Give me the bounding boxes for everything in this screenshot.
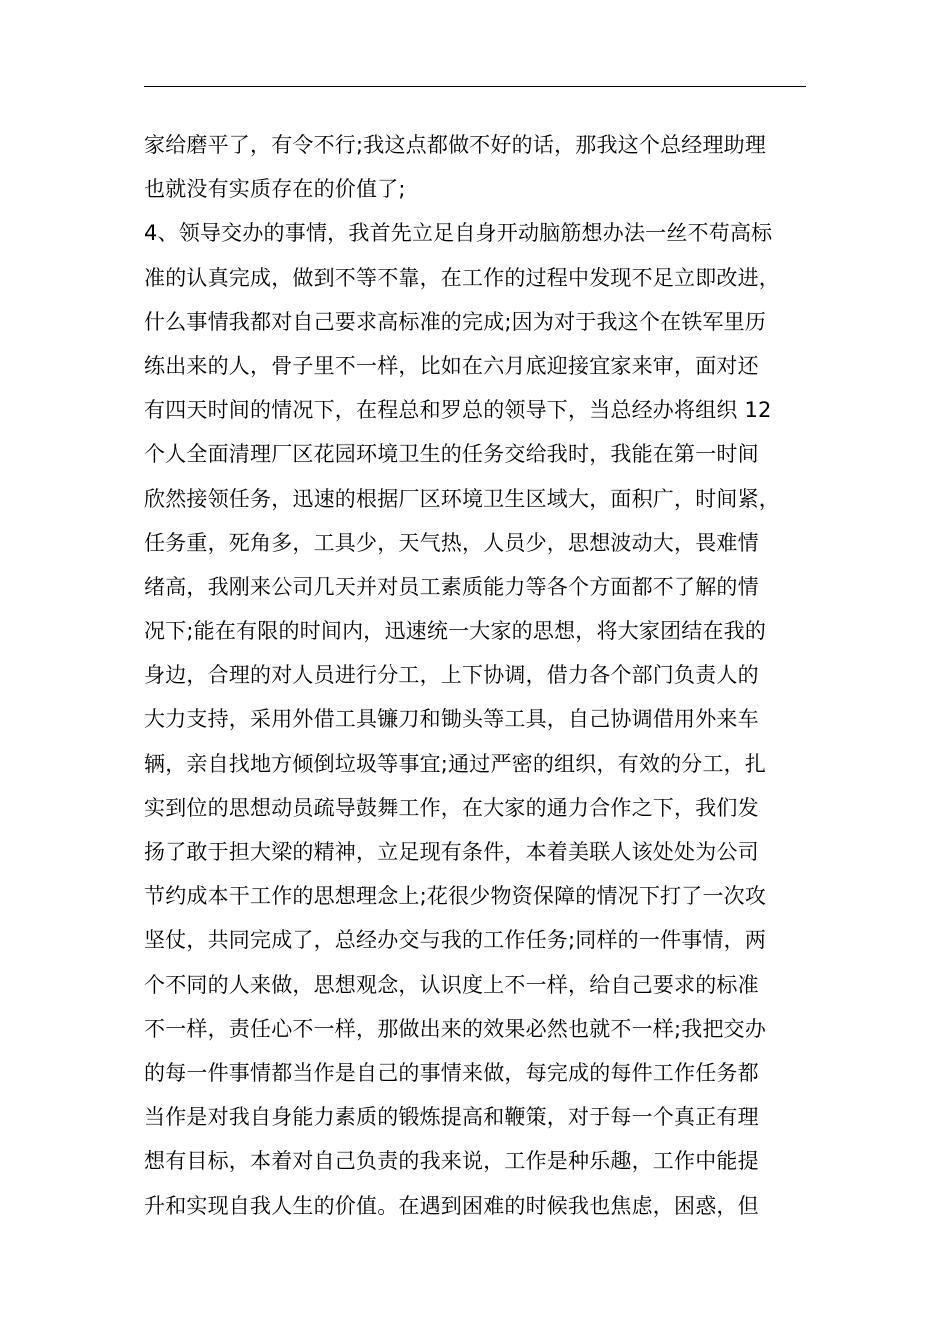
header-rule xyxy=(144,86,806,87)
text-line: 身边，合理的对人员进行分工，上下协调，借力各个部门负责人的 xyxy=(144,663,759,688)
text-line: 练出来的人，骨子里不一样，比如在六月底迎接宜家来审，面对还 xyxy=(144,353,759,378)
text-line: 任务重，死角多，工具少，天气热，人员少，思想波动大，畏难情 xyxy=(144,530,759,555)
text-line: 坚仗，共同完成了，总经办交与我的工作任务;同样的一件事情，两 xyxy=(144,928,767,953)
text-line: 个人全面清理厂区花园环境卫生的任务交给我时，我能在第一时间 xyxy=(144,442,759,467)
text-line: 节约成本干工作的思想理念上;花很少物资保障的情况下打了一次攻 xyxy=(144,884,767,909)
text-line: 辆，亲自找地方倾倒垃圾等事宜;通过严密的组织，有效的分工，扎 xyxy=(144,751,767,776)
text-line: 况下;能在有限的时间内，迅速统一大家的思想，将大家团结在我的 xyxy=(144,619,767,644)
text-line: 家给磨平了，有令不行;我这点都做不好的话，那我这个总经理助理 xyxy=(144,133,767,157)
text-line: 想有目标，本着对自己负责的我来说，工作是种乐趣，工作中能提 xyxy=(144,1149,759,1174)
text-line: 当作是对我自身能力素质的锻炼提高和鞭策，对于每一个真正有理 xyxy=(144,1105,759,1130)
text-line: 个不同的人来做，思想观念，认识度上不一样，给自己要求的标准 xyxy=(144,972,759,997)
text-line: 大力支持，采用外借工具镰刀和锄头等工具，自己协调借用外来车 xyxy=(144,707,759,732)
text-line: 有四天时间的情况下，在程总和罗总的领导下，当总经办将组织 12 xyxy=(144,398,772,423)
text-line: 4、领导交办的事情，我首先立足自身开动脑筋想办法一丝不苟高标 xyxy=(144,221,773,246)
text-line: 也就没有实质存在的价值了; xyxy=(144,177,406,202)
text-line: 绪高，我刚来公司几天并对员工素质能力等各个方面都不了解的情 xyxy=(144,574,759,599)
text-line: 欣然接领任务，迅速的根据厂区环境卫生区域大，面积广，时间紧， xyxy=(144,486,780,511)
text-line: 升和实现自我人生的价值。在遇到困难的时候我也焦虑，困惑，但 xyxy=(144,1193,759,1218)
body-text xyxy=(144,123,824,1228)
text-line: 什么事情我都对自己要求高标准的完成;因为对于我这个在铁军里历 xyxy=(144,309,767,334)
text-line: 实到位的思想动员疏导鼓舞工作，在大家的通力合作之下，我们发 xyxy=(144,795,759,820)
text-line: 不一样，责任心不一样，那做出来的效果必然也就不一样;我把交办 xyxy=(144,1016,767,1041)
text-line: 准的认真完成，做到不等不靠，在工作的过程中发现不足立即改进， xyxy=(144,265,780,290)
text-line: 扬了敢于担大梁的精神，立足现有条件，本着美联人该处处为公司 xyxy=(144,840,759,864)
text-line: 的每一件事情都当作是自己的事情来做，每完成的每件工作任务都 xyxy=(144,1060,759,1085)
